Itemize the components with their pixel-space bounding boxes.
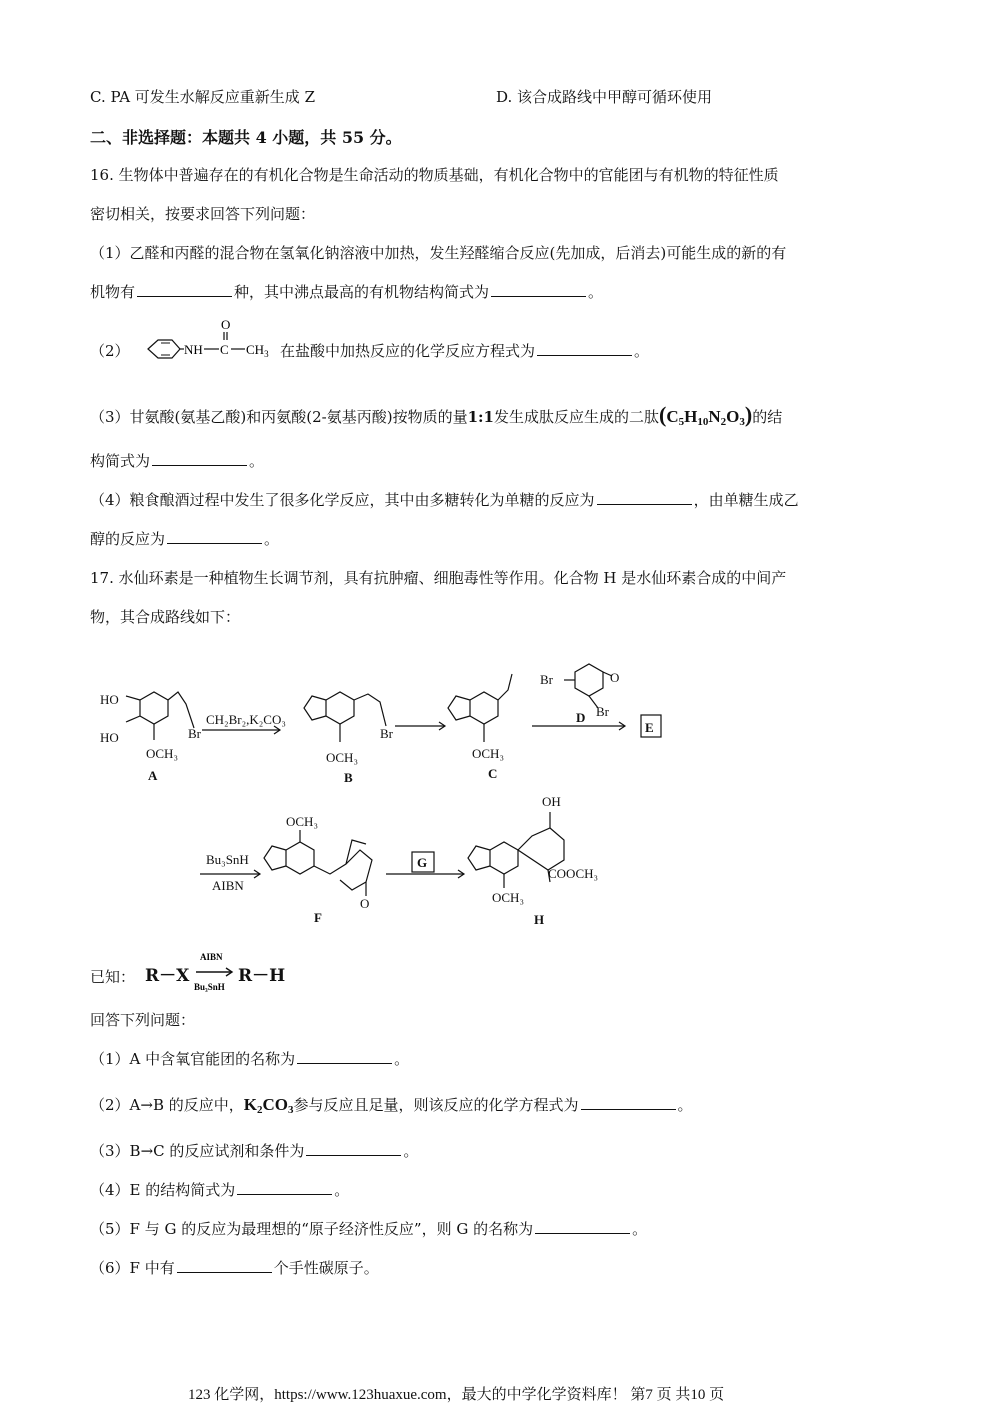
compound-label-e: E <box>645 720 654 735</box>
q16-p2-text: 在盐酸中加热反应的化学反应方程式为 。 <box>280 342 650 360</box>
och3-label: OCH₃ <box>146 746 178 761</box>
answer-blank[interactable] <box>177 1258 272 1273</box>
q16-p1-line2: 机物有 种，其中沸点最高的有机物结构简式为 。 <box>90 283 604 301</box>
q17-p4: （4）E 的结构简式为 。 <box>90 1181 350 1199</box>
known-arrow <box>192 948 240 994</box>
q16-p1-line1: （1）乙醛和丙醛的混合物在氢氧化钠溶液中加热，发生羟醛缩合反应(先加成，后消去)可能生成的新的有 <box>90 244 787 262</box>
svg-text:CH3: $CH_3$ <box>246 342 269 359</box>
q17-p1: （1）A 中含氧官能团的名称为 。 <box>90 1050 410 1068</box>
compound-label-f: F <box>314 910 322 925</box>
q17-p2: （2）A→B 的反应中，$K_2CO_3$参与反应且足量，则该反应的化学方程式为 。 <box>90 1095 693 1116</box>
och3-label: OCH₃ <box>326 750 358 765</box>
q17-intro-1: 17. 水仙环素是一种植物生长调节剂，具有抗肿瘤、细胞毒性等作用。化合物 H 是水仙环素合成的中间产 <box>90 569 787 587</box>
br-label: Br <box>596 704 609 719</box>
compound-label-g: G <box>417 855 428 870</box>
compound-label-d: D <box>576 710 586 725</box>
reagent-bu3snh: Bu₃SnH <box>206 852 249 867</box>
answer-blank[interactable] <box>297 1049 392 1064</box>
svg-text:NH: NH <box>184 342 203 357</box>
q17-p3: （3）B→C 的反应试剂和条件为 。 <box>90 1142 419 1160</box>
och3-label: OCH₃ <box>286 814 318 829</box>
known-above: AIBN <box>200 952 223 962</box>
svg-text:O: O <box>221 317 231 332</box>
answer-blank[interactable] <box>306 1141 401 1156</box>
o-label: O <box>610 670 620 685</box>
q16-p3-line1: （3）甘氨酸(氨基乙酸)和丙氨酸(2-氨基丙酸)按物质的量1:1发生成肽反应生成的二肽$(C_5H_{10}N_2O_3)$的结 <box>90 402 783 428</box>
compound-label-a: A <box>148 768 158 783</box>
known-left: R－X <box>145 966 190 986</box>
answer-blank[interactable] <box>537 341 632 356</box>
compound-label-c: C <box>488 766 498 781</box>
q17-intro-2: 物，其合成路线如下： <box>90 608 241 626</box>
section-title: 二、非选择题：本题共 4 小题，共 55 分。 <box>90 128 402 147</box>
ho-label: HO <box>100 730 119 745</box>
q16-intro-1: 16. 生物体中普遍存在的有机化合物是生命活动的物质基础，有机化合物中的官能团与有机物的特征性质 <box>90 166 779 184</box>
q16-p3-line2: 构简式为 。 <box>90 452 265 470</box>
dipeptide-formula: $(C_5H_{10}N_2O_3)$ <box>659 402 753 428</box>
answer-blank[interactable] <box>597 490 692 505</box>
answer-blank[interactable] <box>581 1095 676 1110</box>
option-c: C. PA 可发生水解反应重新生成 Z <box>90 88 315 106</box>
svg-text:C: C <box>220 342 229 357</box>
k2co3-formula: $K_2CO_3$ <box>243 1095 294 1116</box>
och3-label: OCH₃ <box>492 890 524 905</box>
known-right: R－H <box>238 966 286 986</box>
och3-label: OCH₃ <box>472 746 504 761</box>
q17-p5: （5）F 与 G 的反应为最理想的“原子经济性反应”，则 G 的名称为 。 <box>90 1220 648 1238</box>
br-label: Br <box>188 726 201 741</box>
answer-blank[interactable] <box>167 529 262 544</box>
option-d: D. 该合成路线中甲醇可循环使用 <box>496 88 713 106</box>
acetanilide-structure <box>128 316 278 380</box>
answer-blank[interactable] <box>237 1180 332 1195</box>
known-label: 已知： <box>90 968 136 986</box>
answer-blank[interactable] <box>491 282 586 297</box>
known-below: Bu₃SnH <box>194 982 225 992</box>
q16-p2-label: （2） <box>90 342 130 360</box>
br-label: Br <box>540 672 553 687</box>
ho-label: HO <box>100 692 119 707</box>
synthesis-scheme <box>90 650 690 940</box>
cooch3-label: COOCH₃ <box>548 866 599 881</box>
q17-answer-intro: 回答下列问题： <box>90 1011 196 1029</box>
q16-p4-line2: 醇的反应为 。 <box>90 530 280 548</box>
reagent-aibn: AIBN <box>212 878 244 893</box>
answer-blank[interactable] <box>152 451 247 466</box>
oh-label: OH <box>542 794 561 809</box>
o-label: O <box>360 896 370 911</box>
answer-blank[interactable] <box>137 282 232 297</box>
q17-p6: （6）F 中有 个手性碳原子。 <box>90 1259 379 1277</box>
br-label: Br <box>380 726 393 741</box>
q16-intro-2: 密切相关，按要求回答下列问题： <box>90 205 316 223</box>
page-footer: 123 化学网，https://www.123huaxue.com，最大的中学化学资料库！ 第7 页 共10 页 <box>188 1387 725 1403</box>
q16-p4-line1: （4）粮食酿酒过程中发生了很多化学反应，其中由多糖转化为单糖的反应为 ，由单糖生成乙 <box>90 491 799 509</box>
compound-label-b: B <box>344 770 353 785</box>
answer-blank[interactable] <box>535 1219 630 1234</box>
compound-label-h: H <box>534 912 545 927</box>
reagent-ab: CH₂Br₂,K₂CO₃ <box>206 712 286 727</box>
